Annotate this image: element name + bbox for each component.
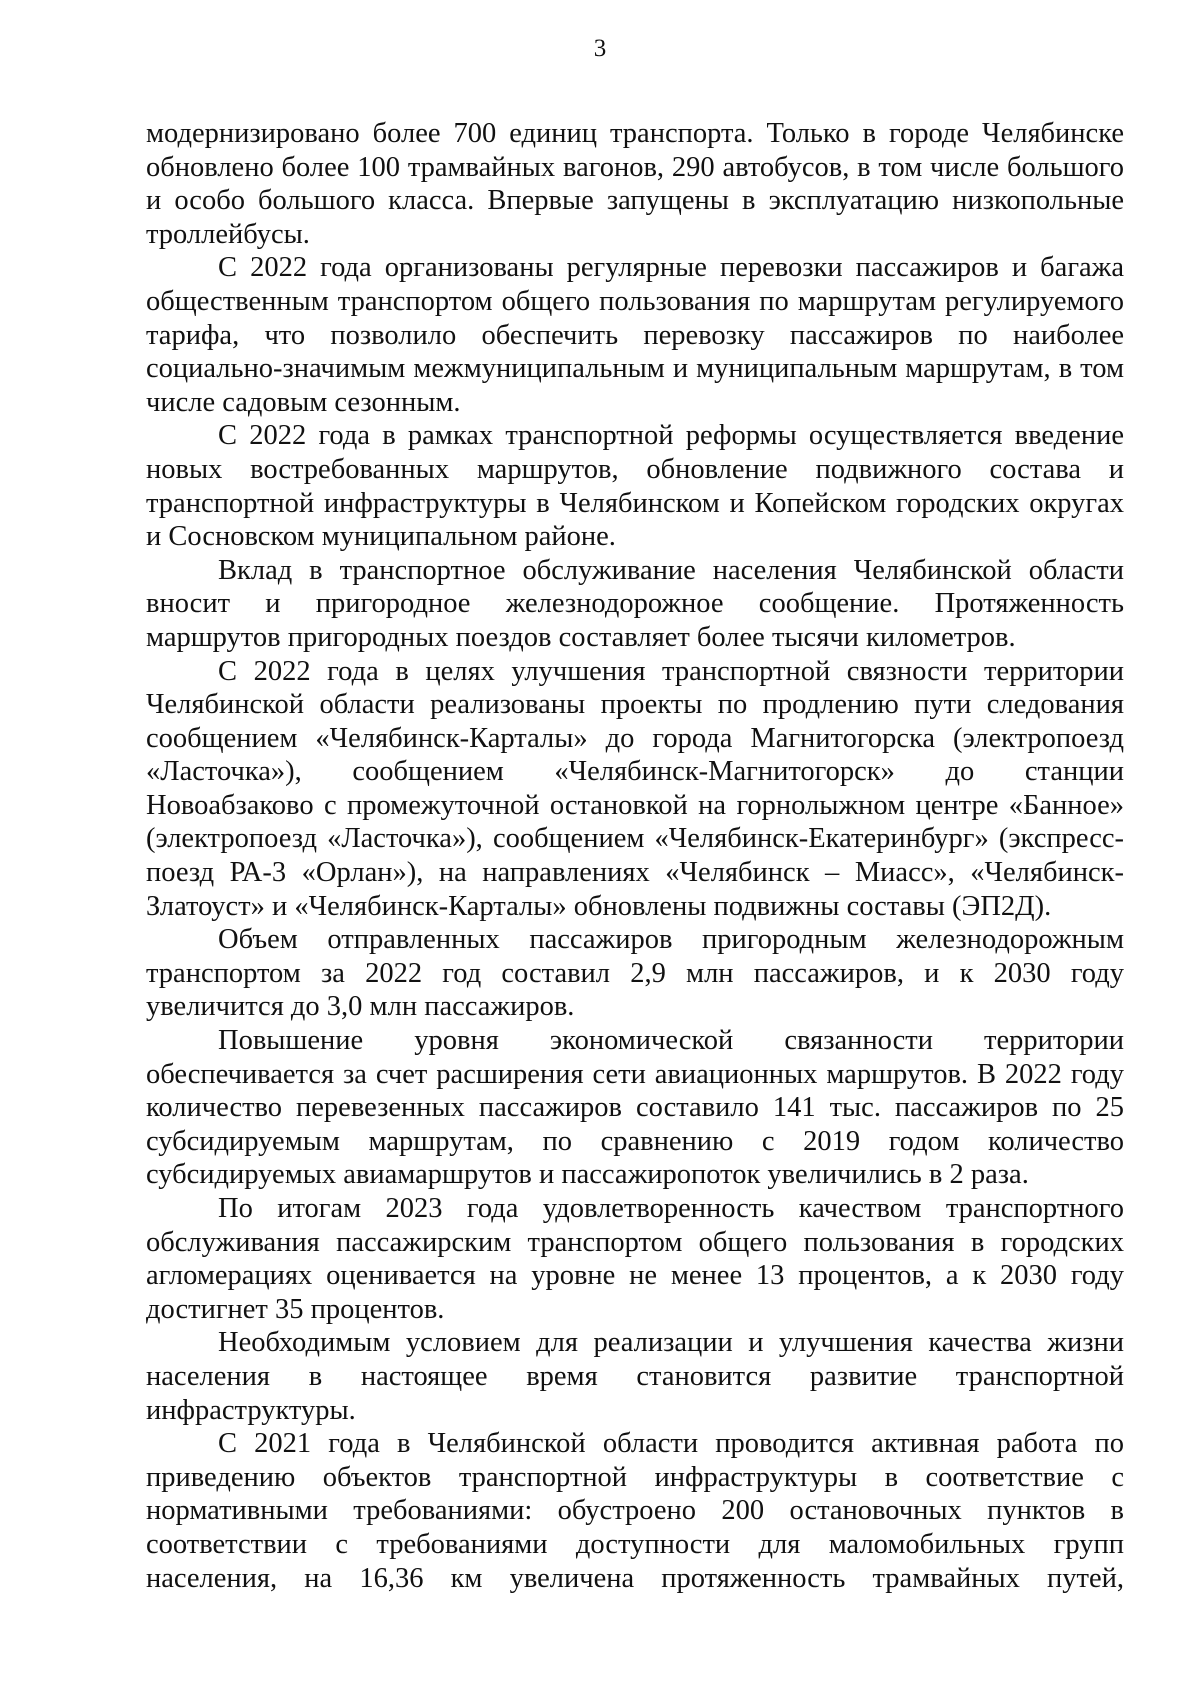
paragraph-6: Объем отправленных пассажиров пригородным железнодорожным транспортом за 2022 год составил 2,9 млн пассажиров, и к 2030 году увеличится до 3,0 млн пассажиров.	[146, 924, 1124, 1023]
page-number: 3	[593, 35, 607, 62]
paragraph-10: С 2021 года в Челябинской области проводится активная работа по приведению объектов транспортной инфраструктуры в соответствие с нормативными требованиями: обустроено 200 остановочных пунктов в соответствии с требованиями доступности для маломобильных групп населения, на 16,36 км увеличена протяженность трамвайных путей,	[146, 1428, 1124, 1594]
paragraph-1: модернизировано более 700 единиц транспорта. Только в городе Челябинске обновлено более 100 трамвайных вагонов, 290 автобусов, в том числе большого и особо большого класса. Впервые запущены в эксплуатацию низкопольные троллейбусы.	[146, 118, 1124, 250]
paragraph-2: С 2022 года организованы регулярные перевозки пассажиров и багажа общественным транспортом общего пользования по маршрутам регулируемого тарифа, что позволило обеспечить перевозку пассажиров по наиболее социально-значимым межмуниципальным и муниципальным маршрутам, в том числе садовым сезонным.	[146, 252, 1124, 418]
paragraph-4: Вклад в транспортное обслуживание населения Челябинской области вносит и пригородное железнодорожное сообщение. Протяженность маршрутов пригородных поездов составляет более тысячи километров.	[146, 554, 1124, 653]
paragraph-8: По итогам 2023 года удовлетворенность качеством транспортного обслуживания пассажирским транспортом общего пользования в городских агломерациях оценивается на уровне не менее 13 процентов, а к 2030 году достигнет 35 процентов.	[146, 1193, 1124, 1325]
paragraph-9: Необходимым условием для реализации и улучшения качества жизни населения в настоящее время становится развитие транспортной инфраструктуры.	[146, 1327, 1124, 1426]
paragraph-7: Повышение уровня экономической связанности территории обеспечивается за счет расширения сети авиационных маршрутов. В 2022 году количество перевезенных пассажиров составило 141 тыс. пассажиров по 25 субсидируемым маршрутам, по сравнению с 2019 годом количество субсидируемых авиамаршрутов и пассажиропоток увеличились в 2 раза.	[146, 1025, 1124, 1191]
document-body	[146, 117, 1124, 1595]
paragraph-3: С 2022 года в рамках транспортной реформы осуществляется введение новых востребованных маршрутов, обновление подвижного состава и транспортной инфраструктуры в Челябинском и Копейском городских округах и Сосновском муниципальном районе.	[146, 420, 1124, 553]
paragraph-5: С 2022 года в целях улучшения транспортной связности территории Челябинской области реализованы проекты по продлению пути следования сообщением «Челябинск-Карталы» до города Магнитогорска (электропоезд «Ласточка»), сообщением «Челябинск-Магнитогорск» до станции Новоабзаково с промежуточной остановкой на горнолыжном центре «Банное» (электропоезд «Ласточка»), сообщением «Челябинск-Екатеринбург» (экспресс-поезд РА-3 «Орлан»), на направлениях «Челябинск – Миасс», «Челябинск-Златоуст» и «Челябинск-Карталы» обновлены подвижны составы (ЭП2Д).	[146, 655, 1124, 922]
